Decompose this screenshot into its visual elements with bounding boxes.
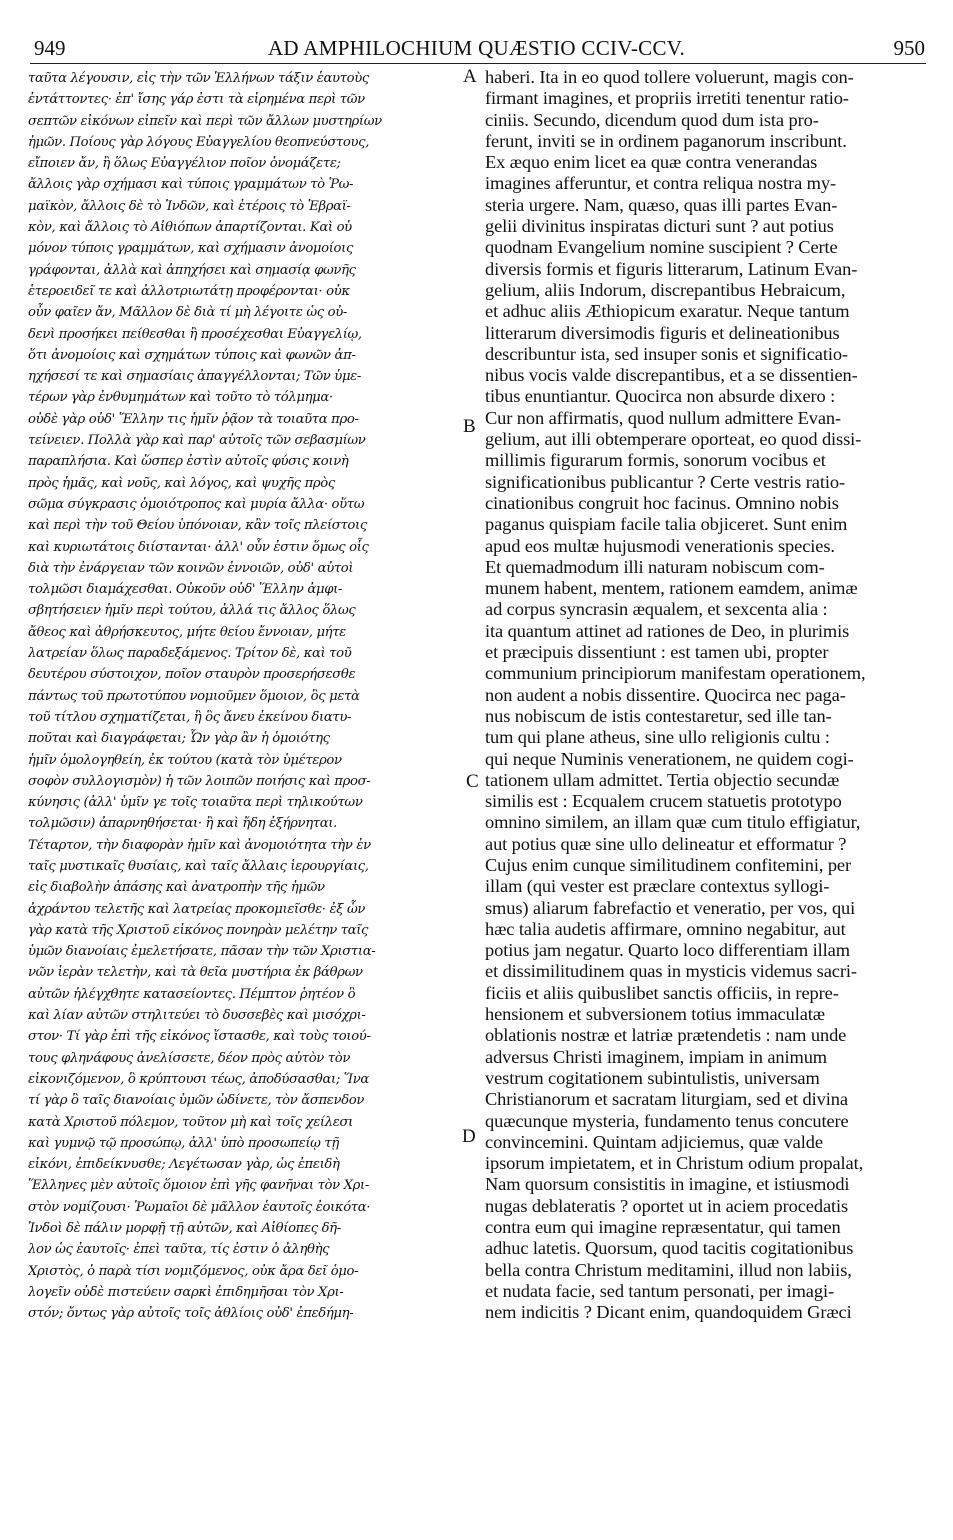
- greek-text-line: τολμῶσιν) ἀπαρνηθήσεται· ἢ καὶ ἤδη ἐξήρνηται.: [28, 816, 337, 832]
- latin-text-line: illam (qui vester est præclare contextus syllogi-: [485, 876, 830, 897]
- latin-text-line: Ex æquo enim licet ea quæ contra venerandas: [485, 152, 818, 173]
- greek-text-line: κύνησις (ἀλλ' ὑμῖν γε τοῖς τοιαῦτα περὶ τηλικούτων: [28, 795, 363, 811]
- greek-text-line: Ἰνδοὶ δὲ πάλιν μορφῇ τῇ αὐτῶν, καὶ Αἰθίοπες δῆ-: [28, 1221, 341, 1237]
- greek-text-line: καὶ περὶ τὴν τοῦ Θείου ὑπόνοιαν, κἂν τοῖς πλείστοις: [28, 518, 367, 534]
- greek-text-line: εἴποιεν ἄν, ἢ ὅλως Εὐαγγέλιον ποῖον ὀνομάζετε;: [28, 156, 341, 172]
- latin-text-line: tationem ullam admittet. Tertia objectio secundæ: [485, 769, 840, 790]
- greek-text-line: τέρων γὰρ ἐνθυμημάτων καὶ τοῦτο τὸ τόλμημα·: [28, 390, 333, 406]
- page-number-right: 950: [893, 36, 925, 60]
- greek-text-line: τοῦ τίτλου σχηματίζεται, ἢ ὃς ἄνευ ἐκείνου διατυ-: [28, 709, 352, 725]
- latin-text-line: qui neque Numinis venerationem, ne quidem cogi-: [485, 748, 854, 769]
- greek-text-line: ἄθεος καὶ ἀθρήσκευτος, μήτε θείου ἔννοιαν, μήτε: [28, 624, 346, 640]
- latin-text-line: convincemini. Quintam adjiciemus, quæ valde: [485, 1131, 823, 1152]
- section-marker-c: C: [466, 771, 479, 792]
- latin-text-line: smus) aliarum fabrefactio et veneratio, per vos, qui: [485, 897, 856, 918]
- greek-text-line: πάντως τοῦ πρωτοτύπου νομιοῦμεν ὅμοιον, ὃς μετὰ: [28, 688, 360, 704]
- greek-text-line: εἰκόνι, ἐπιδείκνυσθε; Λεγέτωσαν γὰρ, ὡς ἐπειδὴ: [28, 1157, 340, 1173]
- greek-text-line: στον· Τί γὰρ ἐπὶ τῆς εἰκόνος ἵστασθε, καὶ τοὺς τοιού-: [28, 1029, 371, 1045]
- latin-text-line: ficiis et aliis quibuslibet sanctis officiis, in repre-: [485, 982, 839, 1003]
- greek-text-line: παραπλήσια. Καὶ ὥσπερ ἐστὶν αὐτοῖς φύσις κοινὴ: [28, 454, 349, 470]
- page-number-left: 949: [34, 36, 66, 60]
- greek-text-line: ἐντάττοντες· ἐπ' ἴσης γάρ ἐστι τὰ εἰρημένα περὶ τῶν: [28, 92, 365, 108]
- greek-text-line: στόν; ὄντως γὰρ αὐτοῖς τοῖς ἀθλίοις οὐδ' ἐπεδήμη-: [28, 1306, 354, 1322]
- latin-text-line: cinationibus congruit hoc facinus. Omnino nobis: [485, 492, 839, 513]
- greek-text-line: γὰρ κατὰ τῆς Χριστοῦ εἰκόνος πονηρὰν μελέτην ταῖς: [28, 922, 369, 938]
- latin-text-line: bella contra Christum meditamini, illud non labiis,: [485, 1259, 852, 1280]
- latin-text-line: ferunt, inviti se in ordinem paganorum inscribunt.: [485, 130, 847, 151]
- greek-text-line: γράφονται, ἀλλὰ καὶ ἀπηχήσει καὶ σημασίᾳ φωνῆς: [28, 262, 356, 278]
- greek-text-line: διὰ τὴν ἐνάργειαν τῶν κοινῶν ἐννοιῶν, οὐδ' αὐτοὶ: [28, 560, 354, 576]
- section-marker-d: D: [462, 1126, 476, 1147]
- latin-text-line: ad corpus syncrasin æqualem, et sexcenta alia :: [485, 599, 828, 620]
- latin-text-line: nugas deblateratis ? oportet ut in aciem procedatis: [485, 1195, 849, 1216]
- latin-text-line: potius jam negatur. Quarto loco differentiam illam: [485, 940, 850, 961]
- latin-text-line: tibus enuntiantur. Quocirca non absurde dixero :: [485, 386, 836, 407]
- latin-text-line: ciniis. Secundo, dicendum quod dum ista pro-: [485, 109, 819, 130]
- latin-text-line: tum qui plane atheus, sine ullo religionis cultu :: [485, 727, 830, 748]
- latin-text-line: hæc talia audetis affirmare, omnino negabitur, aut: [485, 918, 846, 939]
- latin-text-line: gelium, aliis Indorum, discrepantibus Hebraicum,: [485, 279, 846, 300]
- greek-text-line: κὸν, καὶ ἄλλοις τὸ Αἰθιόπων ἀπαρτίζονται. Καὶ οὐ: [28, 220, 352, 236]
- greek-text-line: Χριστὸς, ὁ παρὰ τίσι νομιζόμενος, οὐκ ἄρα δεῖ ὁμο-: [28, 1263, 359, 1279]
- latin-column: [485, 67, 923, 1324]
- running-title: AD AMPHILOCHIUM QUÆSTIO CCIV-CCV.: [267, 36, 686, 60]
- latin-text-line: paganus quispiam facile talia objiceret. Sunt enim: [485, 514, 848, 535]
- greek-text-line: οὖν φαῖεν ἄν, Μᾶλλον δὲ διὰ τί μὴ λέγοιτε ὡς οὐ-: [28, 305, 348, 321]
- greek-text-line: ὑμῶν διανοίαις ἐμελετήσατε, πᾶσαν τὴν τῶν Χριστια-: [28, 944, 376, 960]
- latin-text-line: steria urgere. Nam, quæso, quas illi partes Evan-: [485, 194, 838, 215]
- latin-text-line: nus nobiscum de istis contestaretur, sed ille tan-: [485, 705, 832, 726]
- latin-text-line: et dissimilitudinem quas in mysticis videmus sacri-: [485, 961, 857, 982]
- latin-text-line: gelium, aut illi obtemperare oporteat, eo quod dissi-: [485, 429, 862, 450]
- greek-text-line: ἡμῶν. Ποίους γὰρ λόγους Εὐαγγελίου θεοπνεύστους,: [28, 134, 370, 150]
- greek-text-line: λογεῖν οὐδὲ πιστεύειν σαρκὶ ἐπιδημῆσαι τὸν Χρι-: [28, 1284, 344, 1300]
- section-marker-a: A: [463, 66, 477, 87]
- greek-text-line: Τέταρτον, τὴν διαφορὰν ἡμῖν καὶ ἀνομοιότητα τὴν ἐν: [28, 837, 371, 853]
- latin-text-line: quodnam Evangelium nomine suscipient ? Certe: [485, 237, 838, 258]
- latin-text-line: Christianorum et sacratam liturgiam, sed et divina: [485, 1089, 848, 1110]
- greek-text-line: λον ὡς ἑαυτοῖς· ἐπεὶ ταῦτα, τίς ἐστιν ὁ ἀληθὴς: [28, 1242, 330, 1258]
- page-header: [28, 30, 925, 58]
- greek-text-line: ἀχράντου τελετῆς καὶ λατρείας προκομιεῖσθε· ἐξ ὧν: [28, 901, 366, 917]
- latin-text-line: omnino similem, an illam quæ cum titulo effigiatur,: [485, 812, 861, 833]
- greek-text-line: σῶμα σύγκρασις ὁμοιότροπος καὶ μυρία ἄλλα· οὕτω: [28, 496, 365, 512]
- greek-text-line: ταῖς μυστικαῖς θυσίαις, καὶ ταῖς ἄλλαις ἱερουργίαις,: [28, 858, 369, 874]
- latin-text-line: oblationis nostræ et latriæ prætendetis : nam unde: [485, 1025, 847, 1046]
- latin-text-line: adhuc latetis. Quorsum, quod tacitis cogitationibus: [485, 1238, 854, 1259]
- greek-text-line: ὅτι ἀνομοίοις καὶ σχημάτων τύποις καὶ φωνῶν ἀπ-: [28, 347, 356, 363]
- latin-text-line: et adhuc aliis Æthiopicum exaratur. Neque tantum: [485, 301, 850, 322]
- latin-text-line: vestrum cogitationem subintulistis, universam: [485, 1067, 820, 1088]
- greek-text-line: ἡμῖν ὁμολογηθείη, ἐκ τούτου (κατὰ τὸν ὑμέτερον: [28, 752, 342, 768]
- greek-text-line: εἰς διαβολὴν ἁπάσης καὶ ἀνατροπὴν τῆς ἡμῶν: [28, 880, 325, 896]
- latin-text-line: Et quemadmodum illi naturam nobiscum com-: [485, 556, 825, 577]
- greek-text-line: πρὸς ἡμᾶς, καὶ νοῦς, καὶ λόγος, καὶ ψυχῆς πρὸς: [28, 475, 335, 491]
- latin-text-line: munem habent, mentem, rationem eamdem, animæ: [485, 578, 858, 599]
- greek-text-line: κατὰ Χριστοῦ πόλεμον, τοῦτον μὴ καὶ τοῖς χείλεσι: [28, 1114, 353, 1130]
- latin-text-line: aut potius quæ sine ullo delineatur et efformatur ?: [485, 833, 847, 854]
- latin-text-line: nem indicitis ? Dicant enim, quandoquidem Græci: [485, 1302, 852, 1323]
- greek-text-line: δενὶ προσήκει πείθεσθαι ἢ προσέχεσθαι Εὐαγγελίῳ,: [28, 326, 362, 342]
- latin-text-line: firmant imagines, et propriis irretiti tenentur ratio-: [485, 88, 849, 109]
- greek-text-line: μόνον τύποις γραμμάτων, καὶ σχήμασιν ἀνομοίοις: [28, 241, 353, 257]
- latin-text-line: communium principiorum manifestam operationem,: [485, 663, 866, 684]
- latin-text-line: millimis figurarum formis, sonorum vocibus et: [485, 450, 826, 471]
- latin-text-line: contra eum qui imagine repræsentatur, qui tamen: [485, 1217, 841, 1238]
- greek-text-line: σεπτῶν εἰκόνων εἰπεῖν καὶ περὶ τῶν ἄλλων μυστηρίων: [28, 113, 382, 129]
- greek-text-line: λατρείαν ὅλως παραδεξάμενος. Τρίτον δὲ, καὶ τοῦ: [28, 646, 352, 662]
- latin-text-line: Nam quorsum consistitis in imagine, et istiusmodi: [485, 1174, 850, 1195]
- greek-column: [28, 68, 460, 1325]
- latin-text-line: hensionem et subversionem totius immaculatæ: [485, 1004, 825, 1025]
- greek-text-line: καὶ κυριωτάτοις διίστανται· ἀλλ' οὖν ἐστιν ὅμως οἷς: [28, 539, 369, 555]
- latin-text-line: nibus vocis valde discrepantibus, et a se dissentien-: [485, 365, 858, 386]
- latin-text-line: describuntur ista, sed insuper sonis et significatio-: [485, 343, 848, 364]
- latin-text-line: imagines afferuntur, et contra reliqua nostra my-: [485, 173, 836, 194]
- latin-text-line: apud eos multæ hujusmodi venerationis species.: [485, 535, 835, 556]
- latin-text-line: quæcunque mysteria, fundamento tenus concutere: [485, 1110, 849, 1131]
- greek-text-line: ἄλλοις γὰρ σχήμασι καὶ τύποις γραμμάτων τὸ Ῥω-: [28, 177, 354, 193]
- section-marker-b: B: [463, 416, 476, 437]
- greek-text-line: ποῦται καὶ διαγράφεται; Ὧν γὰρ ἂν ἡ ὁμοιότης: [28, 731, 330, 747]
- greek-text-line: τείνειεν. Πολλὰ γὰρ καὶ παρ' αὐτοῖς τῶν σεβασμίων: [28, 433, 366, 449]
- latin-text-line: adversus Christi imaginem, impiam in animum: [485, 1046, 828, 1067]
- greek-text-line: στὸν νομίζουσι· Ῥωμαῖοι δὲ μᾶλλον ἑαυτοῖς ἐοικότα·: [28, 1199, 371, 1215]
- greek-text-line: ἑτεροειδεῖ τε καὶ ἀλλοτριωτάτῃ προφέρονται· οὐκ: [28, 283, 350, 299]
- latin-text-line: ita quantum attinet ad rationes de Deo, in plurimis: [485, 620, 850, 641]
- greek-text-line: καὶ γυμνῷ τῷ προσώπῳ, ἀλλ' ὑπὸ προσωπείῳ τῇ: [28, 1135, 339, 1151]
- greek-text-line: ηχήσεσί τε καὶ σημασίαις ἀπαγγέλλονται; Τῶν ὑμε-: [28, 369, 361, 385]
- greek-text-line: δευτέρου σύστοιχον, ποῖον σταυρὸν προσερήσεσθε: [28, 667, 356, 683]
- greek-text-line: καὶ λίαν αὐτῶν στηλιτεύει τὸ δυσσεβὲς καὶ μισόχρι-: [28, 1008, 366, 1024]
- greek-text-line: ταῦτα λέγουσιν, εἰς τὴν τῶν Ἑλλήνων τάξιν ἑαυτοὺς: [28, 71, 369, 86]
- greek-text-line: σοφὸν συλλογισμὸν) ἡ τῶν λοιπῶν ποιήσις καὶ προσ-: [28, 773, 371, 789]
- latin-text-line: et nudata facie, sed tantum personati, per imagi-: [485, 1280, 834, 1301]
- latin-text-line: Cujus enim cunque similitudinem confitemini, per: [485, 854, 852, 875]
- greek-text-line: τολμῶσι διαμάχεσθαι. Οὐκοῦν οὐδ' Ἕλλην ἀμφι-: [28, 582, 343, 598]
- latin-text-line: significationibus publicantur ? Certe vestris ratio-: [485, 471, 845, 492]
- greek-text-line: εἰκονιζόμενον, ὃ κρύπτουσι τέως, ἀποδύσασθαι; Ἵνα: [28, 1071, 369, 1087]
- latin-text-line: gelii divinitus inspiratas dicturi sunt ? aut potius: [485, 216, 834, 237]
- greek-text-line: νῶν ἱερὰν τελετὴν, καὶ τὰ θεῖα μυστήρια ἐκ βάθρων: [28, 965, 363, 981]
- greek-text-line: οὐδὲ γὰρ οὐδ' Ἕλλην τις ἡμῖν ῥᾷον τὰ τοιαῦτα προ-: [28, 411, 359, 427]
- greek-text-line: αὐτῶν ἠλέγχθητε κατασείοντες. Πέμπτον ῥητέον ὃ: [28, 986, 356, 1002]
- latin-text-line: Cur non affirmatis, quod nullum admittere Evan-: [485, 407, 842, 428]
- latin-text-line: similis est : Ecqualem crucem statuetis prototypo: [485, 791, 842, 812]
- latin-text-line: litterarum diversimodis figuris et delineationibus: [485, 322, 840, 343]
- latin-text-line: diversis formis et figuris litterarum, Latinum Evan-: [485, 258, 858, 279]
- greek-text-line: σβητήσειεν ἡμῖν περὶ τούτου, ἀλλά τις ἄλλος ὅλως: [28, 603, 356, 619]
- latin-text-line: haberi. Ita in eo quod tollere voluerunt, magis con-: [485, 67, 854, 87]
- greek-text-line: τί γὰρ ὃ ταῖς διανοίαις ὑμῶν ὠδίνετε, τὸν ἄσπενδον: [28, 1093, 365, 1109]
- header-rule: [30, 63, 926, 64]
- latin-text-line: ipsorum impietatem, et in Christum odium propalat,: [485, 1153, 864, 1174]
- greek-text-line: μαϊκὸν, ἄλλοις δὲ τὸ Ἰνδῶν, καὶ ἑτέροις τὸ Ἑβραϊ-: [28, 198, 351, 214]
- latin-text-line: non audent a nobis dissentire. Quocirca nec paga-: [485, 684, 846, 705]
- greek-text-line: Ἕλληνες μὲν αὐτοῖς ὅμοιον ἐπὶ γῆς φανῆναι τὸν Χρι-: [28, 1178, 369, 1194]
- latin-text-line: et præcipuis dissentiunt : est tamen ubi, propter: [485, 642, 829, 663]
- greek-text-line: τους φληνάφους ἀνελίσσετε, δέον πρὸς αὐτὸν τὸν: [28, 1050, 350, 1066]
